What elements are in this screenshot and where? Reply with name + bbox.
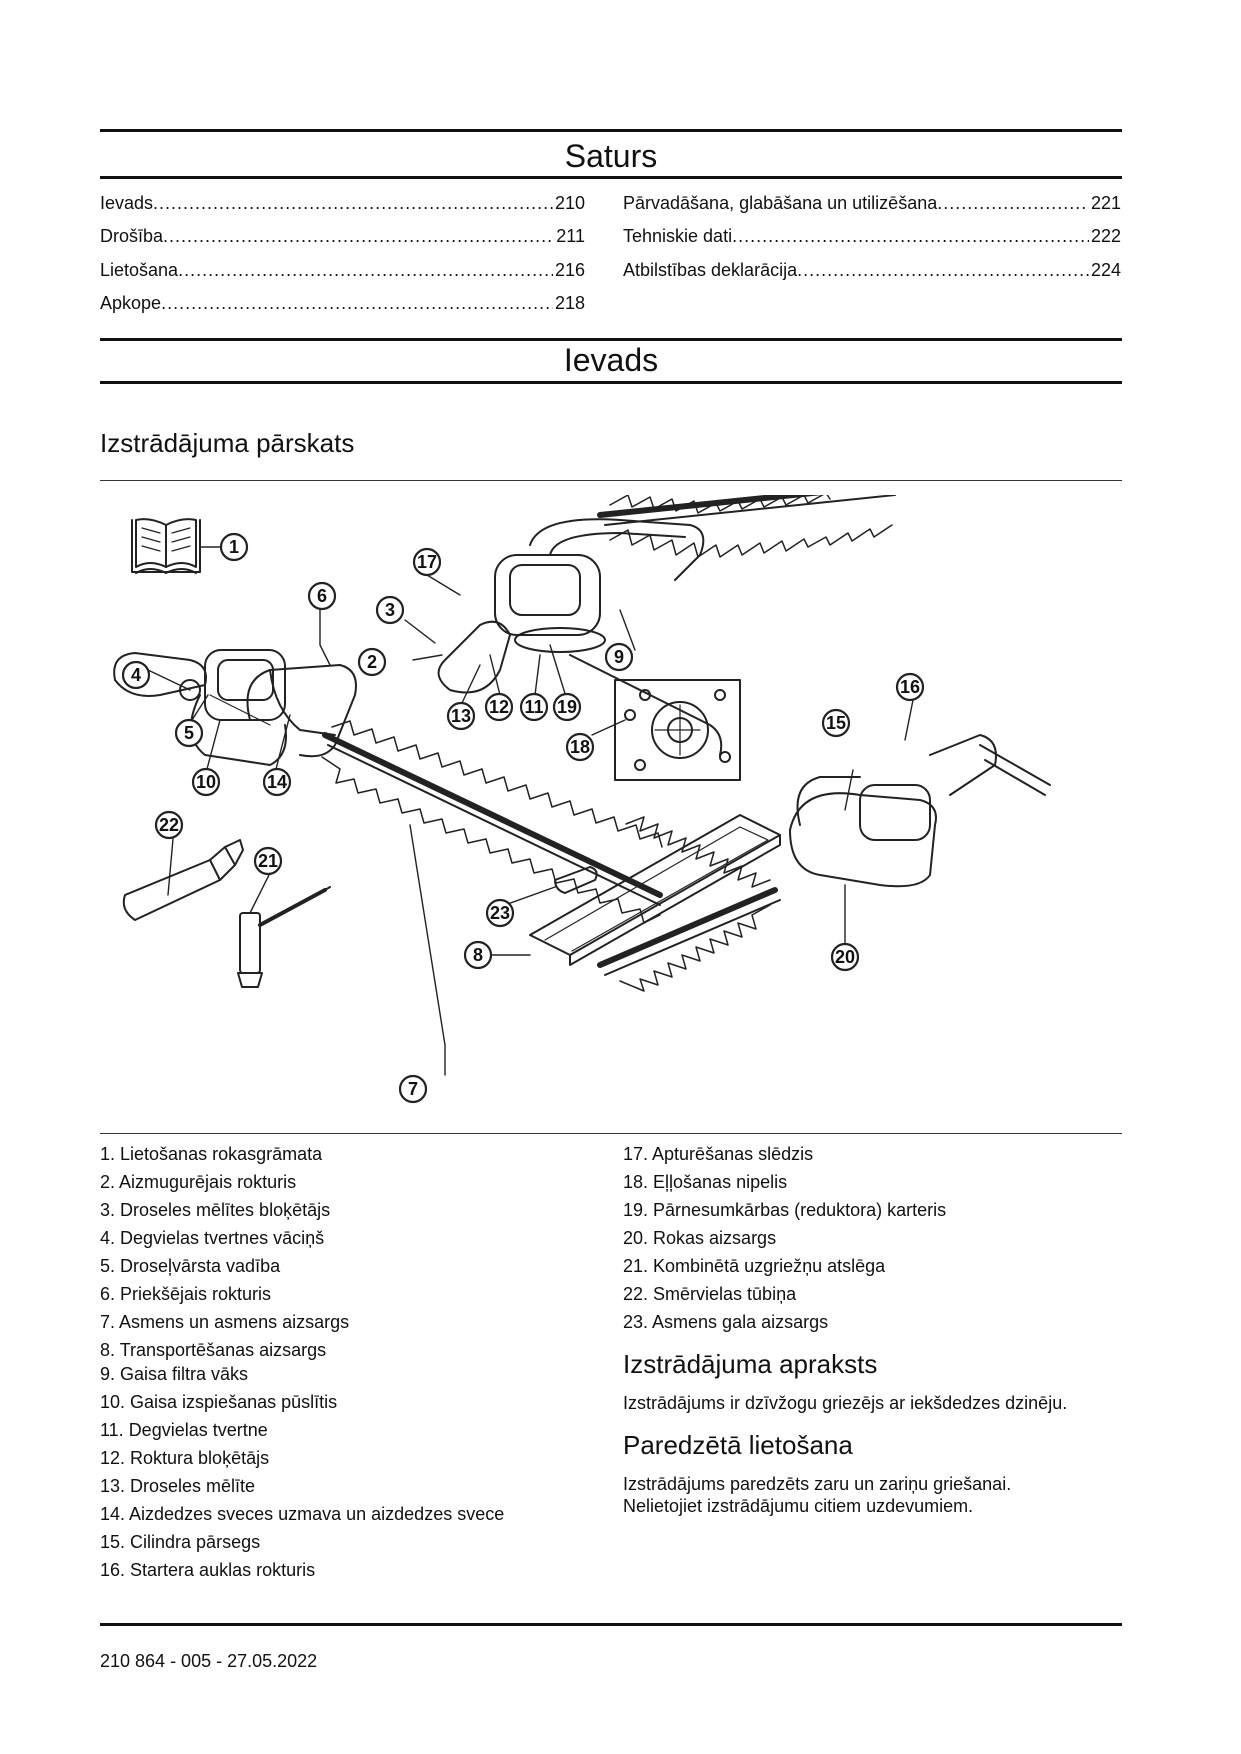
toc-leader (937, 192, 1089, 214)
part-item: 5. Droseļvārsta vadība (100, 1256, 281, 1276)
callout-label: 23 (489, 903, 511, 923)
toc-entry-lietosana[interactable] (100, 259, 585, 281)
lubrication-detail-inset (615, 680, 740, 780)
callout-label: 11 (524, 697, 544, 717)
part-item: 6. Priekšējais rokturis (100, 1284, 272, 1304)
callout-label: 19 (556, 697, 578, 717)
toc-entry-apkope[interactable] (100, 292, 585, 314)
intended-use-line-1: Izstrādājums paredzēts zaru un zariņu griešanai. (623, 1474, 1012, 1494)
part-item: 14. Aizdedzes sveces uzmava un aizdedzes svece (100, 1504, 505, 1524)
callout-label: 3 (384, 600, 396, 620)
grease-tube-drawing (124, 840, 243, 920)
toc-entry-name: Ievads (100, 193, 154, 213)
toc-entry-name: Pārvadāšana, glabāšana un utilizēšana (623, 193, 938, 213)
footer-doc-id: 210 864 - 005 - 27.05.2022 (100, 1651, 318, 1671)
toc-title-rule (100, 176, 1122, 179)
part-item: 15. Cilindra pārsegs (100, 1532, 261, 1552)
callout-label: 9 (613, 647, 625, 667)
part-item: 2. Aizmugurējais rokturis (100, 1172, 297, 1192)
part-item: 10. Gaisa izspiešanas pūslītis (100, 1392, 338, 1412)
callout-label: 8 (472, 945, 484, 965)
callout-label: 2 (366, 652, 378, 672)
callout-label: 13 (450, 706, 472, 726)
toc-entry-page: 211 (556, 226, 585, 246)
part-item: 13. Droseles mēlīte (100, 1476, 256, 1496)
part-item: 21. Kombinētā uzgriežņu atslēga (623, 1256, 886, 1276)
callout-label: 7 (407, 1079, 419, 1099)
callout-label: 10 (195, 772, 217, 792)
toc-entry-parvadasana[interactable] (623, 192, 1121, 214)
hedge-trimmer-right-drawing (600, 735, 1050, 991)
toc-leader (732, 225, 1089, 247)
part-item: 18. Eļļošanas nipelis (623, 1172, 788, 1192)
toc-entry-page: 210 (554, 193, 585, 213)
part-item: 22. Smērvielas tūbiņa (623, 1284, 797, 1304)
part-item: 8. Transportēšanas aizsargs (100, 1340, 327, 1360)
callout-label: 21 (257, 851, 279, 871)
toc-entry-tehniskie-dati[interactable] (623, 225, 1121, 247)
part-item: 20. Rokas aizsargs (623, 1228, 777, 1248)
callout-label: 20 (834, 947, 856, 967)
callout-label: 22 (158, 815, 180, 835)
toc-entry-drosiba[interactable] (100, 225, 585, 247)
callout-label: 15 (825, 713, 847, 733)
part-item: 11. Degvielas tvertne (100, 1420, 268, 1440)
toc-entry-ievads[interactable] (100, 192, 585, 214)
part-item: 7. Asmens un asmens aizsargs (100, 1312, 350, 1332)
callout-label: 5 (183, 723, 195, 743)
toc-entry-page: 221 (1090, 193, 1121, 213)
combination-wrench-drawing (238, 887, 330, 987)
top-rule (100, 129, 1122, 132)
callout-label: 12 (488, 697, 510, 717)
overview-rule (100, 480, 1122, 481)
overview-heading: Izstrādājuma pārskats (100, 428, 355, 458)
part-item: 19. Pārnesumkārbas (reduktora) karteris (623, 1200, 947, 1220)
callout-label: 4 (130, 665, 142, 685)
part-item: 16. Startera auklas rokturis (100, 1560, 316, 1580)
part-item: 23. Asmens gala aizsargs (623, 1312, 829, 1332)
footer-rule (100, 1623, 1122, 1626)
toc-entry-page: 218 (554, 293, 585, 313)
callout-label: 6 (316, 586, 328, 606)
toc-entry-page: 216 (554, 260, 585, 280)
description-text: Izstrādājums ir dzīvžogu griezējs ar iekšdedzes dzinēju. (623, 1393, 1068, 1413)
toc-entry-atbilstibas[interactable] (623, 259, 1121, 281)
toc-leader (797, 259, 1089, 281)
callout-label: 1 (228, 537, 240, 557)
toc-entry-name: Lietošana (100, 260, 179, 280)
section-top-rule (100, 338, 1122, 341)
description-heading: Izstrādājuma apraksts (623, 1349, 878, 1379)
part-item: 4. Degvielas tvertnes vāciņš (100, 1228, 325, 1248)
toc-entry-name: Drošība (100, 226, 164, 246)
toc-entry-page: 222 (1090, 226, 1121, 246)
intended-use-line-2: Nelietojiet izstrādājumu citiem uzdevumiem. (623, 1496, 974, 1516)
part-item: 3. Droseles mēlītes bloķētājs (100, 1200, 331, 1220)
toc-entry-name: Tehniskie dati (623, 226, 733, 246)
toc-entry-page: 224 (1090, 260, 1121, 280)
parts-list-rule (100, 1133, 1122, 1134)
part-item: 1. Lietošanas rokasgrāmata (100, 1144, 323, 1164)
manual-book-icon (132, 519, 200, 573)
toc-leader (153, 192, 553, 214)
toc-title: Saturs (564, 138, 658, 174)
toc-entry-name: Apkope (100, 293, 162, 313)
callout-label: 16 (899, 677, 921, 697)
section-title: Ievads (563, 342, 659, 378)
callout-label: 17 (416, 552, 438, 572)
toc-leader (161, 292, 553, 314)
parts-list-right (623, 1143, 1121, 1339)
toc-entry-name: Atbilstības deklarācija (623, 260, 798, 280)
callout-label: 14 (266, 772, 288, 792)
toc-leader (163, 225, 554, 247)
part-item: 17. Apturēšanas slēdzis (623, 1144, 814, 1164)
parts-list-left (100, 1143, 600, 1587)
product-overview-illustration (100, 495, 1122, 1115)
toc-leader (178, 259, 553, 281)
callout-label: 18 (569, 737, 591, 757)
intended-use-heading: Paredzētā lietošana (623, 1430, 853, 1460)
part-item: 9. Gaisa filtra vāks (100, 1364, 249, 1384)
section-title-rule (100, 381, 1122, 384)
part-item: 12. Roktura bloķētājs (100, 1448, 270, 1468)
